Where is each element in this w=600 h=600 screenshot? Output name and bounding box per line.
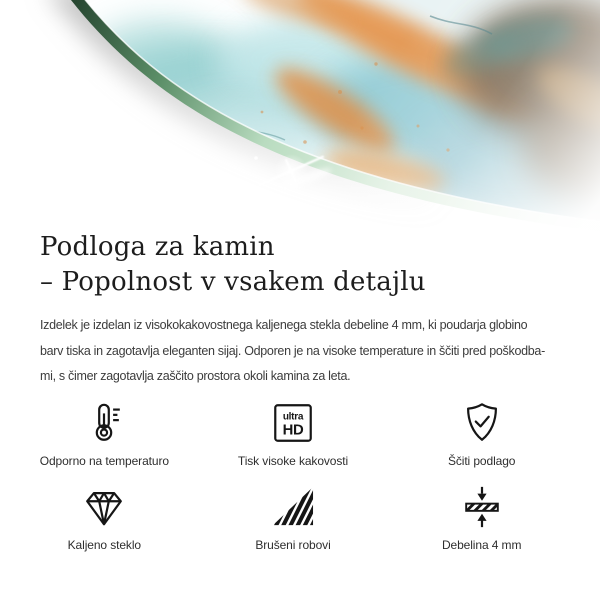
feature-label: Ščiti podlago — [447, 454, 516, 468]
hero-section — [0, 0, 600, 235]
description-line: Izdelek je izdelan iz visokokakovostnega kaljenega stekla debeline 4 mm, ki poudarja globino — [40, 318, 528, 332]
product-description — [40, 313, 545, 390]
diamond-icon — [81, 484, 127, 530]
description-line: barv tiska in zagotavlja eleganten sijaj. Odporen je na visoke temperature in ščiti pred poškodba- — [40, 343, 545, 358]
thermometer-icon — [81, 400, 127, 446]
feature-item-temperature — [10, 400, 199, 468]
polished-edges-icon — [270, 484, 316, 530]
feature-item-protection — [387, 400, 576, 468]
feature-item-print-quality — [199, 400, 388, 468]
feature-label: Tisk visoke kakovosti — [237, 454, 349, 468]
fade-overlay — [0, 0, 600, 235]
feature-grid — [10, 400, 576, 552]
page-title-line2: – Popolnost v vsakem detajlu — [40, 267, 426, 297]
description-line: mi, s čimer zagotavlja zaščito prostora okoli kamina za leta. — [40, 369, 351, 383]
glass-panel-illustration — [0, 0, 600, 235]
hd-text: HD — [282, 422, 304, 439]
feature-item-polished-edges — [199, 484, 388, 552]
thickness-4mm-icon — [459, 484, 505, 530]
feature-item-tempered-glass — [10, 484, 199, 552]
shield-check-icon — [459, 400, 505, 446]
page-title — [40, 230, 426, 300]
feature-label: Odporno na temperaturo — [39, 454, 169, 468]
small-glint — [254, 156, 258, 160]
feature-label: Debelina 4 mm — [441, 538, 522, 552]
ultra-text: ultra — [282, 411, 304, 423]
ultra-hd-icon — [270, 400, 316, 446]
feature-label: Brušeni robovi — [255, 538, 331, 552]
feature-item-thickness — [387, 484, 576, 552]
page-title-line1: Podloga za kamin — [40, 232, 275, 262]
feature-label: Kaljeno steklo — [67, 538, 141, 552]
